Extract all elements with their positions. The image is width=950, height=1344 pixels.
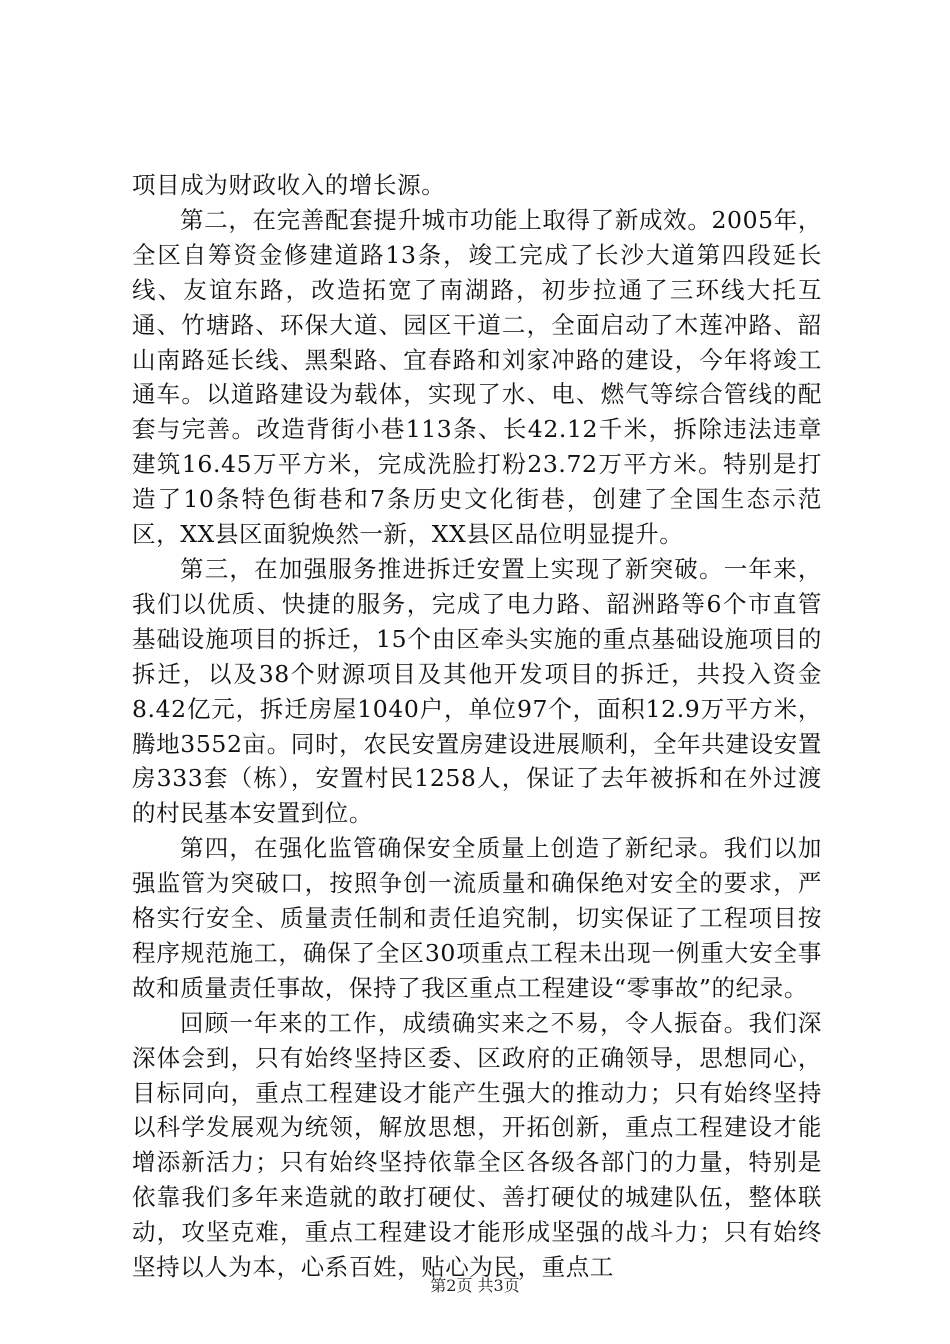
page-footer: 第2页 共3页 — [430, 1276, 520, 1295]
paragraph-fourth: 第四，在强化监管确保安全质量上创造了新纪录。我们以加强监管为突破口，按照争创一流质量和确保绝对安全的要求，严格实行安全、质量责任制和责任追究制，切实保证了工程项目按程序规范施工，确保了全区30项重点工程未出现一例重大安全事故和质量责任事故，保持了我区重点工程建设“零事故”的纪录。 — [132, 834, 822, 1002]
paragraph-review: 回顾一年来的工作，成绩确实来之不易，令人振奋。我们深深体会到，只有始终坚持区委、区政府的正确领导，思想同心，目标同向，重点工程建设才能产生强大的推动力；只有始终坚持以科学发展观为统领，解放思想，开拓创新，重点工程建设才能增添新活力；只有始终坚持依靠全区各级各部门的力量，特别是依靠我们多年来造就的敢打硬仗、善打硬仗的城建队伍，整体联动，攻坚克难，重点工程建设才能形成坚强的战斗力；只有始终坚持以人为本，心系百姓，贴心为民，重点工 — [132, 1008, 822, 1282]
body-text — [132, 168, 822, 1285]
paragraph-continuation: 项目成为财政收入的增长源。 — [132, 171, 446, 199]
paragraph-third: 第三，在加强服务推进拆迁安置上实现了新突破。一年来，我们以优质、快捷的服务，完成了电力路、韶洲路等6个市直管基础设施项目的拆迁，15个由区牵头实施的重点基础设施项目的拆迁，以及38个财源项目及其他开发项目的拆迁，共投入资金8.42亿元，拆迁房屋1040户，单位97个，面积12.9万平方米，腾地3552亩。同时，农民安置房建设进展顺利，全年共建设安置房333套（栋），安置村民1258人，保证了去年被拆和在外过渡的村民基本安置到位。 — [132, 554, 822, 828]
paragraph-second: 第二，在完善配套提升城市功能上取得了新成效。2005年，全区自筹资金修建道路13条，竣工完成了长沙大道第四段延长线、友谊东路，改造拓宽了南湖路，初步拉通了三环线大托互通、竹塘路、环保大道、园区干道二，全面启动了木莲冲路、韶山南路延长线、黑梨路、宜春路和刘家冲路的建设，今年将竣工通车。以道路建设为载体，实现了水、电、燃气等综合管线的配套与完善。改造背街小巷113条、长42.12千米，拆除违法违章建筑16.45万平方米，完成洗脸打粉23.72万平方米。特别是打造了10条特色街巷和7条历史文化街巷，创建了全国生态示范区，XX县区面貌焕然一新，XX县区品位明显提升。 — [132, 205, 822, 549]
